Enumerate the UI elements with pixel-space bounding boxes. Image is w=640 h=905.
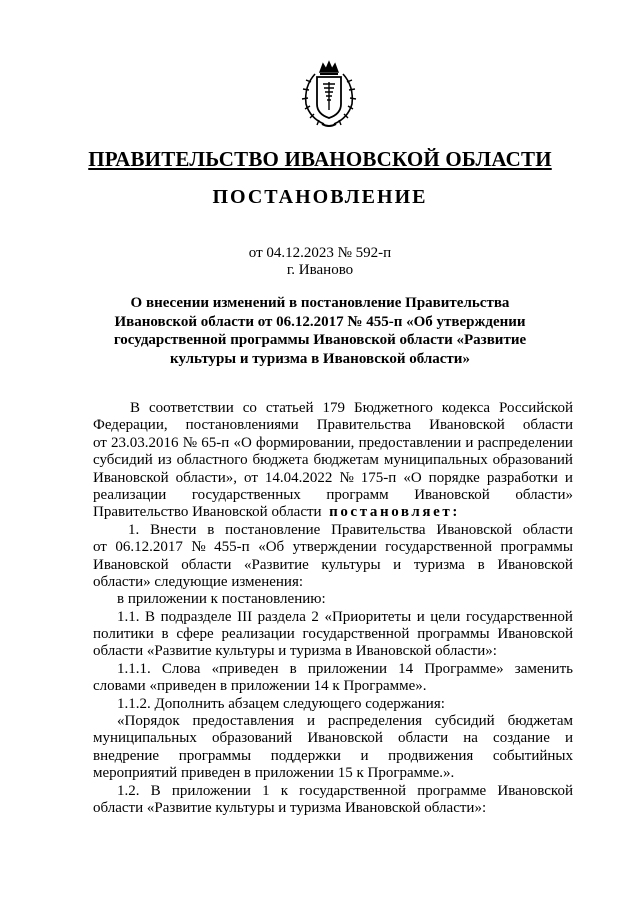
- body-line: [93, 730, 573, 747]
- word: приложении: [307, 660, 387, 677]
- word: области»,: [175, 469, 238, 486]
- word: программы: [417, 626, 490, 643]
- word: продвижения: [388, 747, 474, 764]
- word: государственных: [191, 486, 301, 503]
- word: государственной: [466, 608, 573, 625]
- word: приложении: [171, 782, 251, 799]
- word: в: [477, 556, 485, 573]
- word: распределения: [327, 713, 423, 730]
- word: 06.12.2017: [115, 539, 183, 556]
- word: муниципальных: [383, 452, 488, 469]
- word: программе: [417, 782, 487, 799]
- body-line: [93, 748, 573, 765]
- body-line: [93, 557, 573, 574]
- word: Ивановской: [93, 469, 169, 486]
- word: предоставлении: [358, 434, 462, 451]
- word: к: [280, 782, 289, 799]
- word: и: [465, 434, 474, 451]
- body-line: [93, 713, 573, 730]
- word: Ивановской: [436, 521, 512, 538]
- word: государственной: [302, 626, 410, 643]
- word: «О: [403, 469, 422, 486]
- word: «О: [233, 434, 252, 451]
- word: событийных: [492, 747, 573, 764]
- word: областного: [176, 452, 248, 469]
- word: на: [463, 730, 478, 747]
- word: Бюджетного: [353, 400, 433, 416]
- word: «Развитие: [244, 556, 309, 573]
- body-line: [93, 626, 573, 643]
- word: №: [339, 469, 354, 486]
- body-line: [93, 661, 573, 678]
- word: области»: [515, 486, 573, 503]
- word: и: [564, 730, 573, 747]
- word: «Об: [258, 539, 285, 556]
- word: 179: [322, 400, 346, 416]
- word: кодекса: [441, 400, 491, 416]
- word: создание: [493, 730, 550, 747]
- body-line: [93, 609, 573, 626]
- word: Федерации,: [93, 417, 168, 434]
- coat-of-arms-icon: [296, 60, 362, 130]
- word: от: [93, 539, 107, 556]
- word: 14: [398, 660, 414, 677]
- word: Ивановской: [414, 486, 490, 503]
- word: Ивановской: [497, 626, 573, 643]
- body-line: [93, 783, 573, 800]
- word: субсидий: [93, 452, 153, 469]
- word: муниципальных: [93, 730, 197, 747]
- city: г. Иваново: [286, 262, 354, 278]
- body-line: [93, 452, 573, 469]
- word: Российской: [499, 400, 573, 416]
- word: в: [161, 626, 169, 643]
- word: «Приоритеты: [324, 608, 412, 625]
- body-line: словами «приведен в приложении 14 к Программе».: [93, 678, 427, 695]
- word: 1.: [128, 521, 140, 538]
- word: поддержки: [270, 747, 341, 764]
- word: предоставления: [192, 713, 295, 730]
- word: 65-п: [201, 434, 230, 451]
- word: области: [181, 556, 232, 573]
- word: и: [360, 747, 369, 764]
- word: из: [157, 452, 172, 469]
- word: 23.03.2016: [111, 434, 179, 451]
- word: и: [564, 469, 573, 486]
- word: Правительства: [316, 417, 412, 434]
- document-meta: [0, 245, 640, 279]
- word: раздела: [257, 608, 306, 625]
- word: области: [522, 417, 573, 434]
- government-title: ПРАВИТЕЛЬСТВО ИВАНОВСКОЙ ОБЛАСТИ: [88, 147, 552, 171]
- document-type: ПОСТАНОВЛЕНИЕ: [212, 186, 428, 208]
- word: 455-п: [214, 539, 250, 556]
- word: 1: [262, 782, 270, 799]
- word: политики: [93, 626, 154, 643]
- word: №: [182, 434, 198, 451]
- word: от: [244, 469, 258, 486]
- word: соответствии: [148, 400, 234, 416]
- body-line: области» следующие изменения:: [93, 573, 304, 590]
- word: 14.04.2022: [264, 469, 333, 486]
- word: Программе»: [424, 660, 504, 677]
- word: Ивановской: [497, 782, 573, 799]
- word: В: [150, 782, 161, 799]
- word: 1.1.1.: [117, 660, 151, 677]
- subject-line: государственной программы Ивановской области «Развитие: [113, 332, 527, 349]
- word: В: [145, 608, 156, 625]
- word: и: [416, 608, 425, 625]
- word: 1.1.: [117, 608, 140, 625]
- word: сфере: [176, 626, 214, 643]
- word: туризма: [413, 556, 465, 573]
- word: порядке: [428, 469, 480, 486]
- word: бюджета: [252, 452, 309, 469]
- word: программы: [500, 539, 573, 556]
- document-body: [93, 400, 573, 817]
- word: Ивановской: [429, 417, 505, 434]
- word: в: [289, 660, 297, 677]
- word: Ивановской: [497, 556, 573, 573]
- word: цели: [430, 608, 461, 625]
- body-line: мероприятий приведен в приложении 15 к Программе.».: [93, 765, 455, 782]
- word: III: [237, 608, 253, 625]
- word: 1.2.: [117, 782, 140, 799]
- word: от: [93, 434, 107, 451]
- body-line: [93, 400, 573, 417]
- word: В: [130, 400, 141, 416]
- word: реализации: [221, 626, 295, 643]
- body-text: Правительство Ивановской области: [93, 504, 322, 521]
- word: субсидий: [434, 713, 495, 730]
- word: статьей: [265, 400, 314, 416]
- word: со: [242, 400, 257, 416]
- word: №: [191, 539, 206, 556]
- word: реализации: [93, 486, 167, 503]
- word: подразделе: [160, 608, 232, 625]
- subject-line: Ивановской области от 06.12.2017 № 455-п «Об утверждении: [114, 313, 526, 330]
- word: внедрение: [93, 747, 160, 764]
- word: постановление: [225, 521, 321, 538]
- body-line: [93, 487, 573, 504]
- subject-line: культуры и туризма в Ивановской области»: [170, 351, 470, 368]
- document-subject: [100, 294, 540, 369]
- body-line: [93, 435, 573, 452]
- body-line: [93, 539, 573, 556]
- resolution-word: постановляет:: [329, 504, 460, 521]
- body-line: [93, 470, 573, 487]
- word: Ивановской: [307, 730, 383, 747]
- subject-line: О внесении изменений в постановление Правительства: [130, 295, 510, 311]
- body-line: [93, 417, 573, 434]
- word: «приведен: [211, 660, 279, 677]
- word: утверждении: [292, 539, 377, 556]
- body-line: 1.1.2. Дополнить абзацем следующего содержания:: [117, 695, 445, 712]
- body-line: в приложении к постановлению:: [117, 591, 326, 608]
- word: 2: [311, 608, 319, 625]
- word: заменить: [514, 660, 573, 677]
- word: распределении: [477, 434, 573, 451]
- word: государственной: [385, 539, 493, 556]
- word: образований: [211, 730, 293, 747]
- word: области: [522, 521, 573, 538]
- word: Внести: [150, 521, 197, 538]
- date-number: от 04.12.2023 № 592-п: [248, 245, 392, 261]
- body-line: [93, 522, 573, 539]
- body-line: [93, 504, 573, 521]
- word: бюджетам: [313, 452, 379, 469]
- word: разработки: [486, 469, 558, 486]
- word: культуры: [321, 556, 381, 573]
- body-line: области «Развитие культуры и туризма в Ивановской области»:: [93, 643, 497, 660]
- word: государственной: [299, 782, 407, 799]
- word: бюджетам: [507, 713, 573, 730]
- word: программы: [178, 747, 252, 764]
- body-line: области «Развитие культуры и туризма Ивановской области»:: [93, 799, 487, 816]
- word: области: [398, 730, 449, 747]
- word: формировании,: [255, 434, 355, 451]
- word: Ивановской: [93, 556, 169, 573]
- word: программ: [326, 486, 389, 503]
- word: и: [393, 556, 402, 573]
- word: образований: [492, 452, 573, 469]
- word: и: [306, 713, 315, 730]
- word: Правительства: [331, 521, 426, 538]
- word: 175-п: [360, 469, 397, 486]
- word: «Порядок: [117, 713, 180, 730]
- word: постановлениями: [185, 417, 299, 434]
- word: в: [207, 521, 215, 538]
- word: Слова: [161, 660, 201, 677]
